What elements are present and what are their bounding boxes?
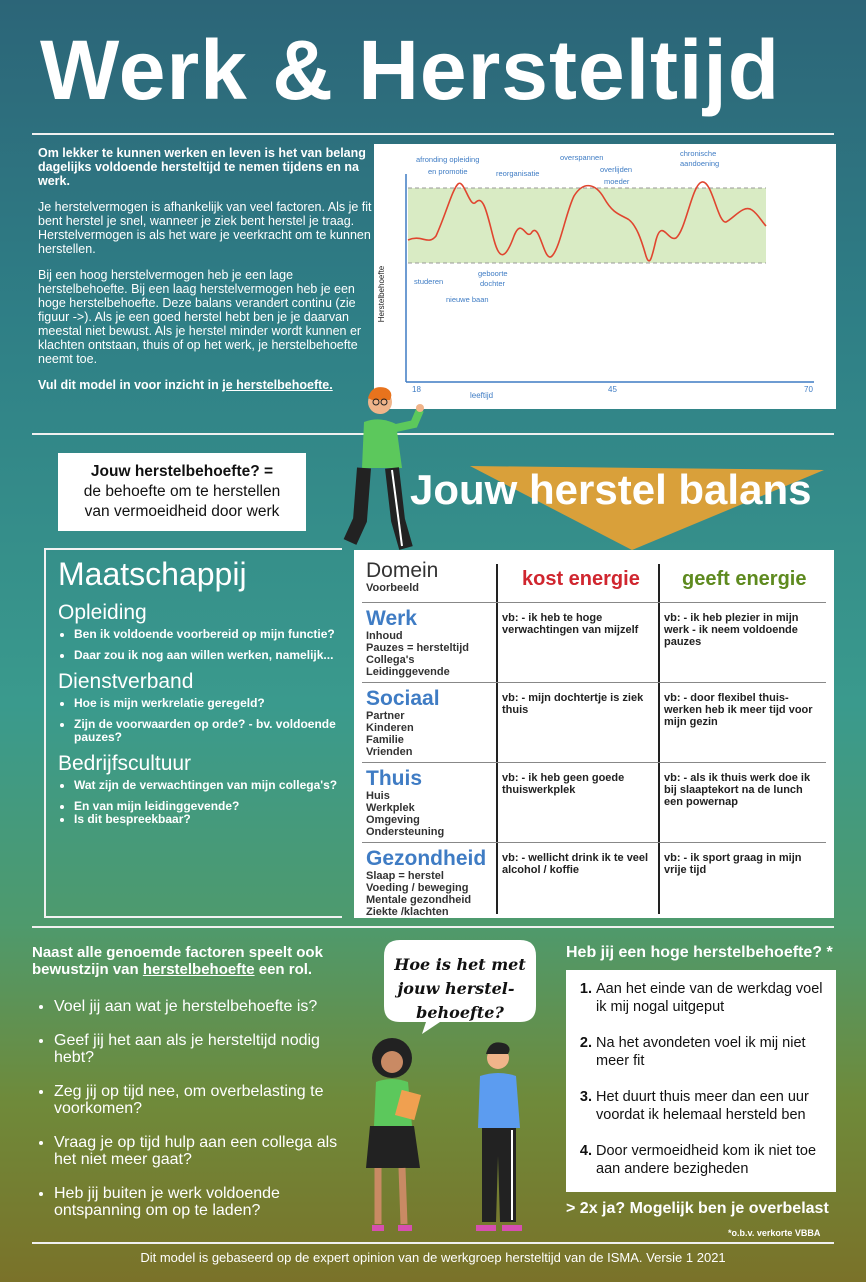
domain-name: Thuis <box>366 767 422 790</box>
chart-annotation: overspannen <box>560 153 604 162</box>
page-title: Werk & Hersteltijd <box>40 23 780 117</box>
table-header <box>362 550 826 603</box>
intro-paragraph: Om lekker te kunnen werken en leven is het van belang dagelijks voldoende hersteltijd te nemen tijdens en na werk. <box>38 146 366 188</box>
list-item: • Heb jij buiten je werk voldoende ontspanning om op te laden? <box>54 1185 352 1219</box>
header-domain: Domein <box>366 559 439 582</box>
heading-text: een rol. <box>254 961 313 978</box>
chart-svg <box>374 144 836 409</box>
divider <box>32 433 834 435</box>
herstel-chart <box>374 144 836 409</box>
table-row <box>362 764 826 843</box>
divider <box>32 133 834 135</box>
bubble-line: jouw herstel- <box>397 979 515 998</box>
header-domain-sub: Voorbeeld <box>366 582 419 594</box>
awareness-list <box>32 998 352 1219</box>
questionnaire-title: Heb jij een hoge herstelbehoefte? * <box>566 944 833 961</box>
question-item: 3. Het duurt thuis meer dan een uur voordat ik helemaal hersteld ben <box>596 1088 826 1124</box>
intro-text <box>38 146 372 404</box>
section-list <box>58 628 342 662</box>
definition-line: de behoefte om te herstellen <box>83 483 281 500</box>
speech-bubble <box>380 936 540 1034</box>
chart-annotation: overlijden <box>600 165 633 174</box>
chart-annotation: afronding opleiding <box>416 155 480 164</box>
list-item: • Zijn de voorwaarden op orde? - bv. voldoende pauzes? <box>74 718 342 744</box>
questionnaire-verdict: > 2x ja? Mogelijk ben je overbelast <box>566 1200 829 1217</box>
list-item: • Vraag je op tijd hulp aan een collega als het niet meer gaat? <box>54 1134 352 1168</box>
question-item: 2. Na het avondeten voel ik mij niet meer fit <box>596 1034 826 1070</box>
list-item: • Voel jij aan wat je herstelbehoefte is? <box>54 998 352 1015</box>
heading-text: Naast alle genoemde factoren speelt ook bewustzijn van <box>32 944 323 978</box>
cost-cell: vb: - ik heb geen goede thuiswerkplek <box>502 772 625 796</box>
domain-examples: Huis Werkplek Omgeving Ondersteuning <box>366 790 445 838</box>
normal-band <box>408 188 766 263</box>
cta-prefix: Vul dit model in voor inzicht in <box>38 378 223 392</box>
y-axis-label: Herstelbehoefte <box>377 265 386 323</box>
gain-cell: vb: - ik heb plezier in mijn werk - ik neem voldoende pauzes <box>664 612 799 648</box>
list-item: • Daar zou ik nog aan willen werken, namelijk... <box>74 649 342 662</box>
tick-label: 45 <box>608 385 617 394</box>
table-row <box>362 844 826 916</box>
footer-text: Dit model is gebaseerd op de expert opinion van de werkgroep hersteltijd van de ISMA. Versie 1 2021 <box>140 1250 726 1265</box>
domain-name: Werk <box>366 607 417 630</box>
bubble-line: Hoe is het met <box>394 955 526 974</box>
maatschappij-title: Maatschappij <box>58 556 247 592</box>
heading-link: herstelbehoefte <box>142 961 255 978</box>
intro-paragraph: Je herstelvermogen is afhankelijk van veel factoren. Als je fit bent herstel je snel, wanneer je ziek bent herstel je traag. Herstelvermogen is als het ware je veerkracht om te kunnen herstellen. <box>38 200 372 256</box>
awareness-section <box>32 944 352 1236</box>
questionnaire-box <box>566 970 836 1192</box>
intro-paragraph: Bij een hoog herstelvermogen heb je een lage herstelbehoefte. Bij een laag herstelvermogen heb je een hoge herstelbehoefte. Deze balans verandert continu (zie figuur ->). Als je een goed herstel hebt ben je je daarvan meestal niet bewust. Als je herstel minder wordt kunnen er klachten ontstaan, thuis of op het werk, je herstelbehoefte neemt toe. <box>38 268 362 366</box>
domain-name: Gezondheid <box>366 847 487 870</box>
list-item: • Wat zijn de verwachtingen van mijn collega's? <box>74 779 342 792</box>
maatschappij-panel <box>44 548 342 918</box>
list-item: • Zeg jij op tijd nee, om overbelasting te voorkomen? <box>54 1083 352 1117</box>
list-item: • Ben ik voldoende voorbereid op mijn functie? <box>74 628 342 641</box>
gain-cell: vb: - als ik thuis werk doe ik bij slaaptekort na de lunch een powernap <box>664 772 811 808</box>
header-gain: geeft energie <box>682 568 807 590</box>
definition-title: Jouw herstelbehoefte? = <box>90 463 274 480</box>
divider <box>32 1242 834 1244</box>
list-item: • Hoe is mijn werkrelatie geregeld? <box>74 697 342 710</box>
domain-name: Sociaal <box>366 687 440 710</box>
cost-cell: vb: - mijn dochtertje is ziek thuis <box>502 692 644 716</box>
gain-cell: vb: - ik sport graag in mijn vrije tijd <box>664 852 802 876</box>
question-item: 1. Aan het einde van de werkdag voel ik mij nogal uitgeput <box>596 980 826 1016</box>
section-list <box>58 697 342 744</box>
question-item: 4. Door vermoeidheid kom ik niet toe aan andere bezigheden <box>596 1142 826 1178</box>
cta-link: je herstelbehoefte. <box>222 378 333 392</box>
chart-annotation: nieuwe baan <box>446 295 489 304</box>
list-item: • En van mijn leidinggevende? <box>74 800 342 813</box>
list-item: • Geef jij het aan als je hersteltijd nodig hebt? <box>54 1032 352 1066</box>
section-heading: Bedrijfscultuur <box>58 752 192 775</box>
awareness-heading <box>32 944 352 978</box>
definition-line: van vermoeidheid door werk <box>84 503 280 520</box>
table-row <box>362 684 826 763</box>
header-cost: kost energie <box>522 568 640 590</box>
bubble-line: behoefte? <box>416 1003 504 1022</box>
chart-annotation: en promotie <box>428 167 468 176</box>
chart-annotation: studeren <box>414 277 444 286</box>
chart-annotation: moeder <box>604 177 630 186</box>
balance-title: Jouw herstel balans <box>410 466 812 513</box>
footnote: *o.b.v. verkorte VBBA <box>728 1228 821 1238</box>
section-heading: Opleiding <box>58 601 147 624</box>
divider <box>32 926 834 928</box>
definition-box <box>58 453 306 531</box>
gain-cell: vb: - door flexibel thuis-werken heb ik meer tijd voor mijn gezin <box>664 692 813 728</box>
table-row <box>362 604 826 683</box>
two-people-illustration <box>356 1036 546 1236</box>
domain-examples: Inhoud Pauzes = hersteltijd Collega's Leidinggevende <box>366 630 470 678</box>
balance-table <box>354 550 834 918</box>
section-list <box>58 779 342 826</box>
chart-annotation: reorganisatie <box>496 169 540 178</box>
chart-annotation: dochter <box>480 279 506 288</box>
intro-cta <box>38 378 372 392</box>
chart-annotation: geboorte <box>478 269 508 278</box>
section-heading: Dienstverband <box>58 670 194 693</box>
x-axis-label: leeftijd <box>470 391 494 400</box>
domain-examples: Slaap = herstel Voeding / beweging Mentale gezondheid Ziekte /klachten <box>366 870 472 918</box>
cost-cell: vb: - wellicht drink ik te veel alcohol / koffie <box>502 852 649 876</box>
cost-cell: vb: - ik heb te hoge verwachtingen van mijzelf <box>502 612 639 636</box>
list-item: • Is dit bespreekbaar? <box>74 813 342 826</box>
domain-examples: Partner Kinderen Familie Vrienden <box>366 710 414 758</box>
questionnaire-list <box>580 980 826 1178</box>
chart-annotation: chronische <box>680 149 717 158</box>
tick-label: 70 <box>804 385 813 394</box>
tick-label: 18 <box>412 385 421 394</box>
chart-annotation: aandoening <box>680 159 720 168</box>
